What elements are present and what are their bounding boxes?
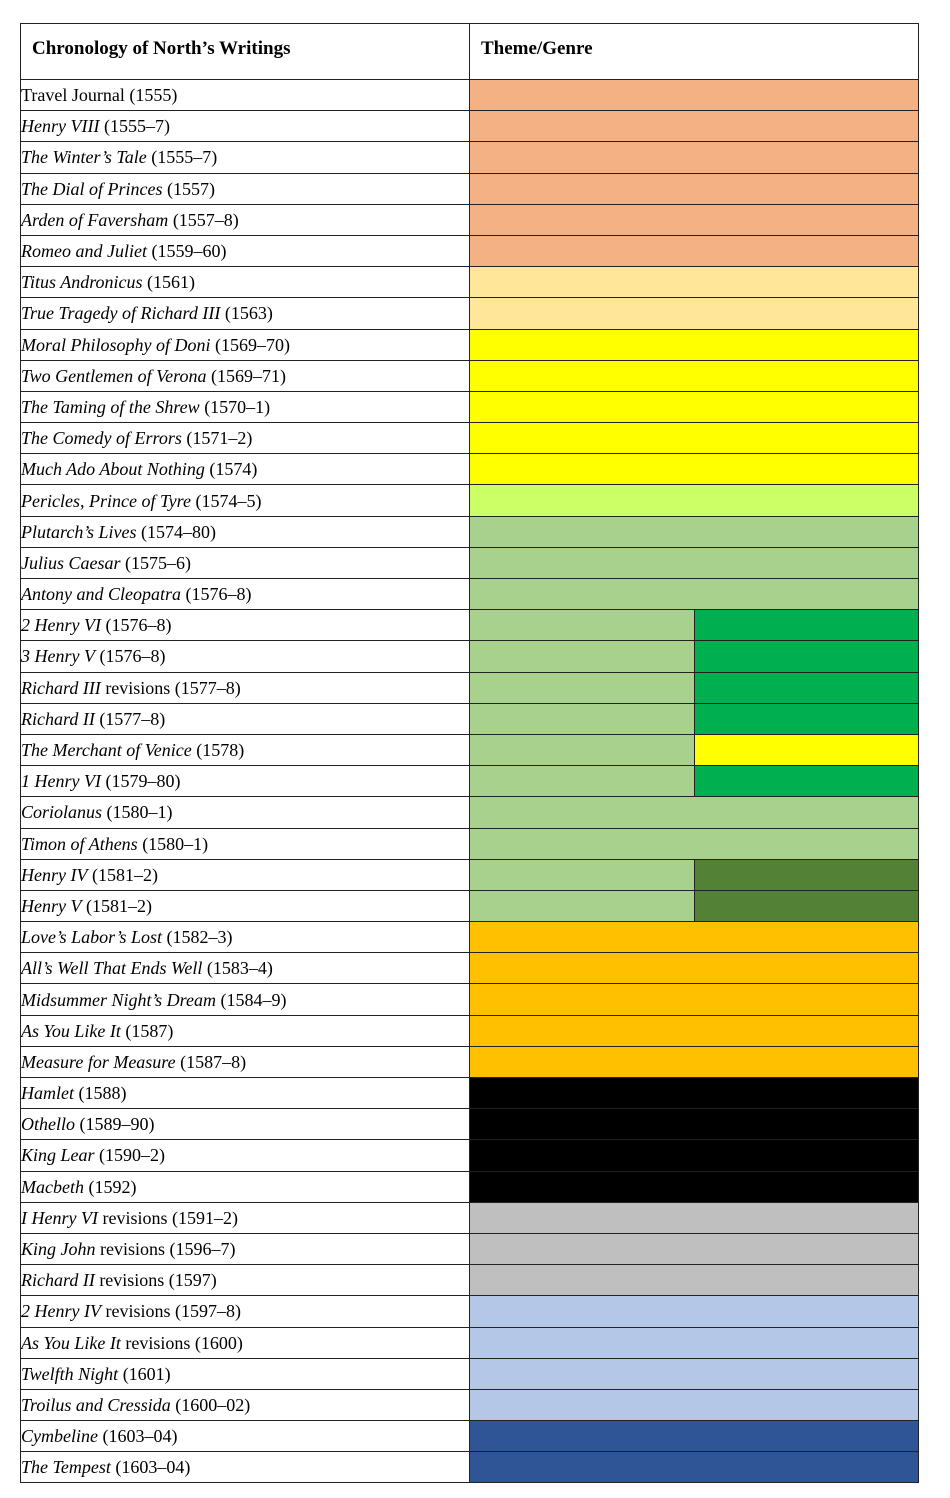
- work-date: revisions (1600): [120, 1332, 243, 1353]
- table-row: [21, 298, 919, 329]
- work-title-cell: [21, 734, 470, 765]
- work-title: The Taming of the Shrew: [21, 396, 200, 417]
- genre-swatch: [470, 1327, 919, 1358]
- table-row: [21, 641, 919, 672]
- genre-swatch-primary: [470, 734, 695, 765]
- genre-swatch-primary: [470, 766, 695, 797]
- work-title: The Comedy of Errors: [21, 428, 182, 449]
- work-title-cell: [21, 1140, 470, 1171]
- work-date: revisions (1577–8): [100, 677, 241, 698]
- genre-swatch-primary: [470, 890, 695, 921]
- genre-swatch-secondary: [695, 734, 919, 765]
- work-title-cell: [21, 1327, 470, 1358]
- work-date: (1577–8): [94, 708, 166, 729]
- work-title: Travel Journal: [21, 85, 125, 106]
- work-title-cell: [21, 391, 470, 422]
- work-date: (1555): [124, 85, 178, 106]
- work-date: (1580–1): [102, 802, 173, 823]
- genre-swatch: [470, 1265, 919, 1296]
- work-date: (1581–2): [87, 864, 158, 885]
- work-date: (1584–9): [216, 989, 287, 1010]
- genre-swatch: [470, 1171, 919, 1202]
- table-row: [21, 1046, 919, 1077]
- work-title: The Dial of Princes: [21, 178, 163, 199]
- table-row: [21, 610, 919, 641]
- work-date: (1557): [162, 178, 215, 199]
- work-title-cell: [21, 516, 470, 547]
- work-date: (1603–04): [110, 1457, 191, 1478]
- table-row: [21, 922, 919, 953]
- work-date: (1555–7): [146, 147, 218, 168]
- genre-swatch-secondary: [695, 859, 919, 890]
- work-title: Richard II: [21, 708, 95, 729]
- work-date: (1581–2): [81, 895, 152, 916]
- table-row: [21, 235, 919, 266]
- genre-swatch-primary: [470, 610, 695, 641]
- table-row: [21, 485, 919, 516]
- genre-swatch-secondary: [695, 766, 919, 797]
- table-row: [21, 766, 919, 797]
- work-title-cell: [21, 1265, 470, 1296]
- work-title-cell: [21, 703, 470, 734]
- table-row: [21, 454, 919, 485]
- work-title-cell: [21, 235, 470, 266]
- work-title-cell: [21, 547, 470, 578]
- genre-swatch: [470, 516, 919, 547]
- table-row: [21, 1389, 919, 1420]
- genre-swatch: [470, 1202, 919, 1233]
- work-title: Midsummer Night’s Dream: [21, 989, 217, 1010]
- work-title-cell: [21, 111, 470, 142]
- work-title-cell: [21, 1202, 470, 1233]
- work-date: (1555–7): [99, 116, 170, 137]
- work-title-cell: [21, 173, 470, 204]
- genre-swatch-primary: [470, 672, 695, 703]
- genre-swatch: [470, 953, 919, 984]
- table-row: [21, 1296, 919, 1327]
- genre-swatch: [470, 204, 919, 235]
- work-title: 1 Henry VI: [21, 771, 101, 792]
- genre-swatch: [470, 1046, 919, 1077]
- table-header-row: [21, 24, 919, 80]
- work-date: (1590–2): [94, 1145, 166, 1166]
- genre-swatch: [470, 454, 919, 485]
- table-row: [21, 1265, 919, 1296]
- genre-swatch: [470, 485, 919, 516]
- work-title-cell: [21, 360, 470, 391]
- genre-swatch: [470, 1358, 919, 1389]
- work-title: 3 Henry V: [21, 646, 95, 667]
- work-title: Moral Philosophy of Doni: [21, 334, 211, 355]
- work-date: revisions (1596–7): [95, 1239, 236, 1260]
- genre-swatch: [470, 579, 919, 610]
- genre-swatch-secondary: [695, 890, 919, 921]
- work-title: Henry V: [21, 895, 82, 916]
- work-date: (1589–90): [75, 1114, 155, 1135]
- table-row: [21, 1109, 919, 1140]
- work-title: Henry VIII: [21, 116, 100, 137]
- work-date: (1579–80): [100, 771, 181, 792]
- work-title-cell: [21, 1171, 470, 1202]
- table-row: [21, 111, 919, 142]
- genre-swatch: [470, 173, 919, 204]
- table-row: [21, 423, 919, 454]
- table-row: [21, 859, 919, 890]
- work-date: (1603–04): [97, 1426, 178, 1447]
- work-title: The Tempest: [21, 1457, 111, 1478]
- table-row: [21, 80, 919, 111]
- genre-swatch: [470, 1078, 919, 1109]
- genre-swatch: [470, 111, 919, 142]
- table-row: [21, 516, 919, 547]
- work-title: King Lear: [21, 1145, 95, 1166]
- table-row: [21, 1015, 919, 1046]
- work-title: King John: [21, 1239, 96, 1260]
- table-row: [21, 579, 919, 610]
- work-date: (1601): [118, 1363, 171, 1384]
- work-title-cell: [21, 953, 470, 984]
- genre-swatch-primary: [470, 641, 695, 672]
- work-title-cell: [21, 204, 470, 235]
- genre-swatch: [470, 797, 919, 828]
- work-title: The Merchant of Venice: [21, 740, 192, 761]
- table-row: [21, 547, 919, 578]
- work-title-cell: [21, 1046, 470, 1077]
- work-title-cell: [21, 641, 470, 672]
- genre-swatch: [470, 984, 919, 1015]
- work-date: (1576–8): [94, 646, 166, 667]
- table-row: [21, 329, 919, 360]
- table-row: [21, 984, 919, 1015]
- work-date: (1600–02): [170, 1394, 251, 1415]
- work-title: Measure for Measure: [21, 1051, 176, 1072]
- work-title: Plutarch’s Lives: [21, 521, 137, 542]
- work-title: As You Like It: [21, 1332, 121, 1353]
- genre-swatch: [470, 235, 919, 266]
- genre-swatch: [470, 142, 919, 173]
- table-row: [21, 1327, 919, 1358]
- work-title: I Henry VI: [21, 1207, 98, 1228]
- work-date: (1574): [204, 459, 258, 480]
- work-date: revisions (1597–8): [100, 1301, 241, 1322]
- genre-swatch: [470, 1015, 919, 1046]
- work-date: (1559–60): [146, 241, 227, 262]
- header-chronology: Chronology of North’s Writings: [21, 24, 470, 80]
- genre-swatch: [470, 80, 919, 111]
- work-date: (1580–1): [137, 833, 209, 854]
- table-row: [21, 953, 919, 984]
- genre-swatch-primary: [470, 859, 695, 890]
- work-title: Romeo and Juliet: [21, 241, 147, 262]
- genre-swatch: [470, 423, 919, 454]
- work-date: (1574–5): [190, 490, 262, 511]
- work-title-cell: [21, 1358, 470, 1389]
- work-date: (1578): [191, 740, 245, 761]
- table-row: [21, 1078, 919, 1109]
- work-title: Hamlet: [21, 1083, 74, 1104]
- work-title: Love’s Labor’s Lost: [21, 927, 163, 948]
- table-row: [21, 1202, 919, 1233]
- genre-swatch: [470, 360, 919, 391]
- genre-swatch: [470, 828, 919, 859]
- table-row: [21, 267, 919, 298]
- work-title-cell: [21, 298, 470, 329]
- work-title: Titus Andronicus: [21, 272, 143, 293]
- work-title-cell: [21, 922, 470, 953]
- work-title: All’s Well That Ends Well: [21, 958, 203, 979]
- table-row: [21, 828, 919, 859]
- work-title-cell: [21, 1389, 470, 1420]
- work-date: revisions (1597): [94, 1270, 217, 1291]
- work-title: 2 Henry IV: [21, 1301, 101, 1322]
- work-date: (1587–8): [175, 1051, 247, 1072]
- work-date: (1575–6): [120, 552, 192, 573]
- work-title-cell: [21, 423, 470, 454]
- table-row: [21, 360, 919, 391]
- work-title: The Winter’s Tale: [21, 147, 147, 168]
- genre-swatch: [470, 267, 919, 298]
- work-date: (1576–8): [181, 584, 252, 605]
- work-title: Richard III: [21, 677, 101, 698]
- work-title: Othello: [21, 1114, 75, 1135]
- genre-swatch: [470, 329, 919, 360]
- genre-swatch: [470, 547, 919, 578]
- genre-swatch-secondary: [695, 703, 919, 734]
- work-date: (1583–4): [202, 958, 273, 979]
- table-row: [21, 703, 919, 734]
- work-title: Arden of Faversham: [21, 209, 169, 230]
- work-date: (1587): [120, 1020, 174, 1041]
- work-title: Timon of Athens: [21, 833, 138, 854]
- work-title: True Tragedy of Richard III: [21, 303, 221, 324]
- work-title: Henry IV: [21, 864, 88, 885]
- table-row: [21, 1358, 919, 1389]
- table-row: [21, 1140, 919, 1171]
- work-date: revisions (1591–2): [97, 1207, 238, 1228]
- work-title-cell: [21, 984, 470, 1015]
- genre-swatch: [470, 1421, 919, 1452]
- genre-swatch-secondary: [695, 610, 919, 641]
- chronology-table: [20, 23, 919, 1483]
- work-title-cell: [21, 1015, 470, 1046]
- table-row: [21, 672, 919, 703]
- work-date: (1574–80): [136, 521, 216, 542]
- work-title-cell: [21, 267, 470, 298]
- work-title-cell: [21, 1421, 470, 1452]
- work-title-cell: [21, 1109, 470, 1140]
- work-title: Antony and Cleopatra: [21, 584, 181, 605]
- genre-swatch: [470, 391, 919, 422]
- table-row: [21, 391, 919, 422]
- work-date: (1576–8): [100, 615, 172, 636]
- work-title-cell: [21, 454, 470, 485]
- table-row: [21, 1171, 919, 1202]
- genre-swatch-secondary: [695, 672, 919, 703]
- work-title: Macbeth: [21, 1176, 84, 1197]
- table-row: [21, 173, 919, 204]
- work-title: Coriolanus: [21, 802, 103, 823]
- genre-swatch: [470, 1140, 919, 1171]
- table-row: [21, 734, 919, 765]
- work-date: (1588): [74, 1083, 127, 1104]
- work-date: (1582–3): [162, 927, 233, 948]
- work-title: Two Gentlemen of Verona: [21, 365, 207, 386]
- work-title: Twelfth Night: [21, 1363, 119, 1384]
- work-title: Much Ado About Nothing: [21, 459, 205, 480]
- genre-swatch: [470, 1109, 919, 1140]
- table-row: [21, 142, 919, 173]
- work-title-cell: [21, 672, 470, 703]
- work-title: Troilus and Cressida: [21, 1394, 171, 1415]
- work-date: (1563): [220, 303, 273, 324]
- work-title-cell: [21, 579, 470, 610]
- table-row: [21, 1233, 919, 1264]
- genre-swatch-primary: [470, 703, 695, 734]
- work-date: (1569–71): [206, 365, 286, 386]
- work-title-cell: [21, 1452, 470, 1483]
- work-date: (1569–70): [210, 334, 290, 355]
- genre-swatch: [470, 922, 919, 953]
- work-title-cell: [21, 797, 470, 828]
- work-title: As You Like It: [21, 1020, 121, 1041]
- work-title-cell: [21, 859, 470, 890]
- table-row: [21, 1452, 919, 1483]
- work-date: (1592): [83, 1176, 137, 1197]
- work-title-cell: [21, 1233, 470, 1264]
- work-title-cell: [21, 890, 470, 921]
- work-date: (1570–1): [199, 396, 271, 417]
- work-date: (1571–2): [181, 428, 253, 449]
- work-title-cell: [21, 1078, 470, 1109]
- genre-swatch-secondary: [695, 641, 919, 672]
- work-title: Cymbeline: [21, 1426, 98, 1447]
- work-title-cell: [21, 828, 470, 859]
- genre-swatch: [470, 1233, 919, 1264]
- work-title-cell: [21, 610, 470, 641]
- genre-swatch: [470, 298, 919, 329]
- work-title: 2 Henry VI: [21, 615, 101, 636]
- work-title-cell: [21, 485, 470, 516]
- table-row: [21, 797, 919, 828]
- work-date: (1561): [142, 272, 196, 293]
- work-title-cell: [21, 142, 470, 173]
- table-body: [21, 80, 919, 1483]
- work-title-cell: [21, 329, 470, 360]
- table-row: [21, 204, 919, 235]
- work-title-cell: [21, 80, 470, 111]
- work-date: (1557–8): [168, 209, 239, 230]
- table-row: [21, 890, 919, 921]
- work-title: Pericles, Prince of Tyre: [21, 490, 191, 511]
- work-title-cell: [21, 1296, 470, 1327]
- genre-swatch: [470, 1389, 919, 1420]
- header-theme-genre: Theme/Genre: [470, 24, 919, 80]
- work-title-cell: [21, 766, 470, 797]
- genre-swatch: [470, 1296, 919, 1327]
- genre-swatch: [470, 1452, 919, 1483]
- work-title: Julius Caesar: [21, 552, 121, 573]
- table-row: [21, 1421, 919, 1452]
- work-title: Richard II: [21, 1270, 95, 1291]
